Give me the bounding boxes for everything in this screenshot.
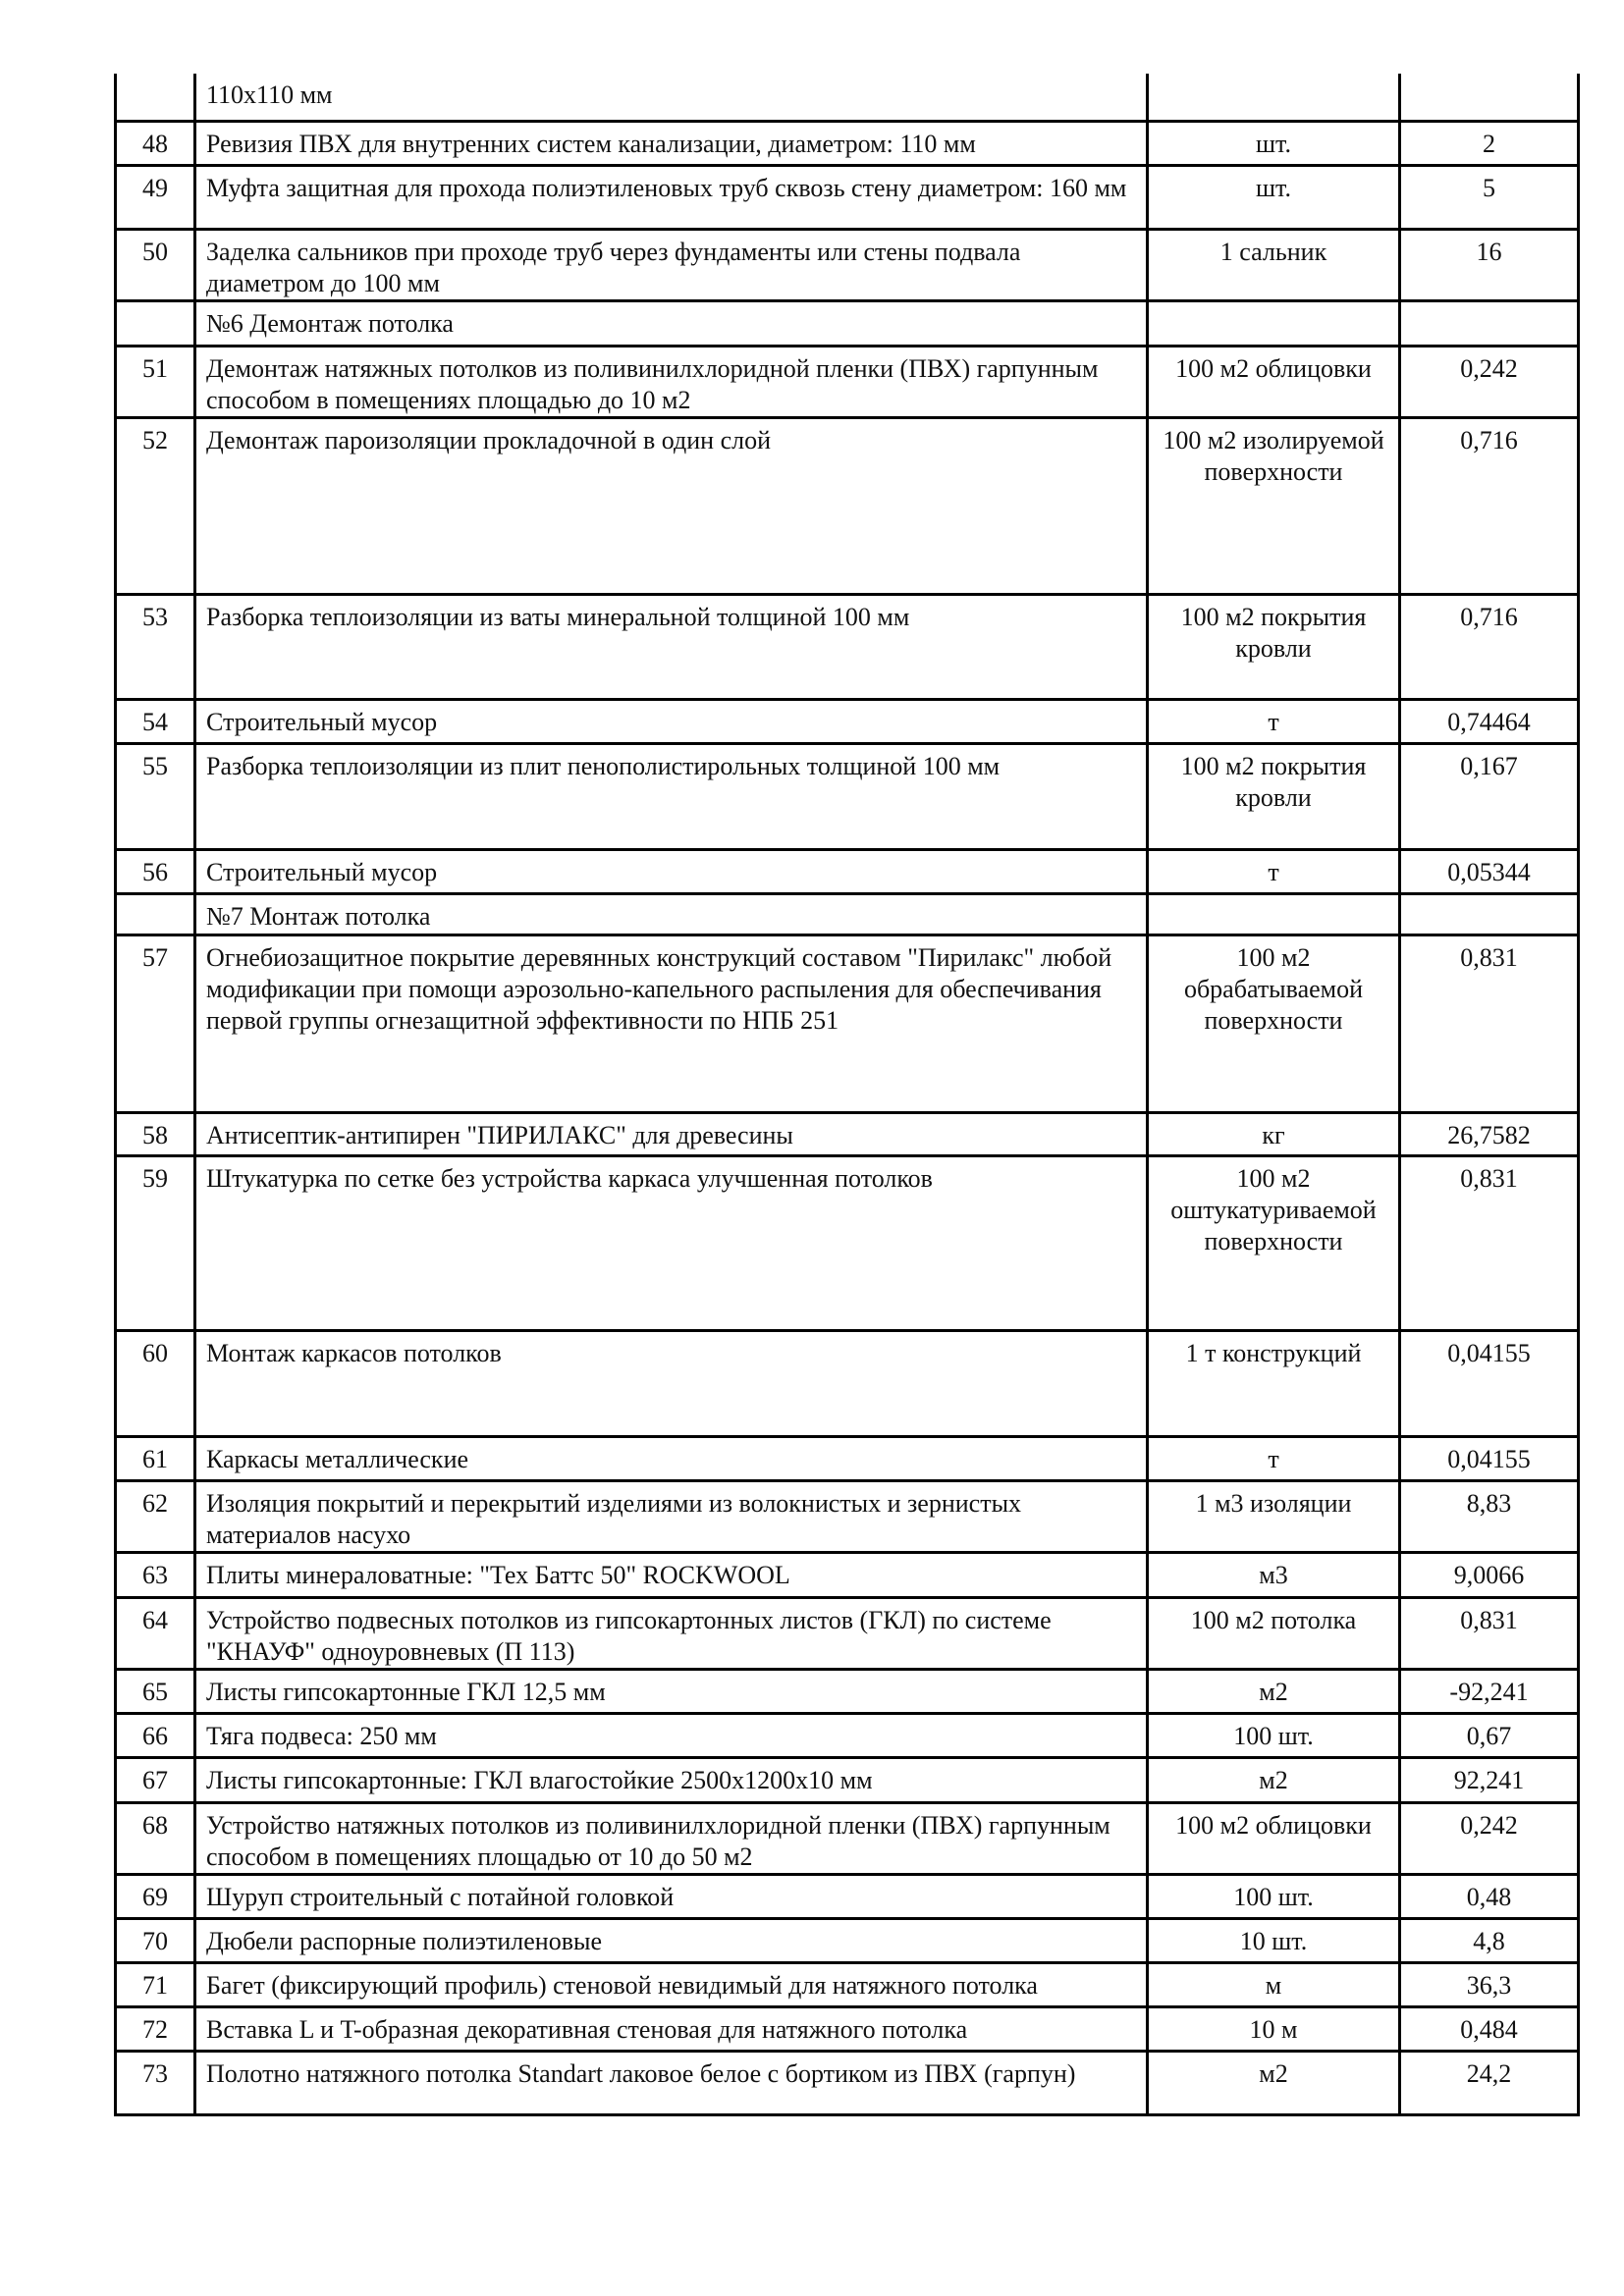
quantity-cell: [1400, 300, 1579, 346]
unit-cell: т: [1148, 849, 1400, 893]
unit-cell: 100 шт.: [1148, 1874, 1400, 1918]
row-number-cell: 64: [116, 1597, 195, 1669]
item-name-cell: Огнебиозащитное покрытие деревянных конструкций составом "Пирилакс" любой модификации при помощи аэрозольно-капельного распыления для обеспечивания первой группы огнезащитной эффективности по НПБ 251: [195, 934, 1148, 1112]
row-number-cell: 51: [116, 346, 195, 417]
unit-cell: 10 шт.: [1148, 1918, 1400, 1962]
row-number-cell: 52: [116, 417, 195, 594]
unit-cell: кг: [1148, 1112, 1400, 1155]
item-name-cell: Штукатурка по сетке без устройства каркаса улучшенная потолков: [195, 1155, 1148, 1330]
quantity-cell: -92,241: [1400, 1669, 1579, 1713]
unit-cell: 1 сальник: [1148, 229, 1400, 300]
unit-cell: т: [1148, 1436, 1400, 1480]
row-number-cell: [116, 893, 195, 934]
table-row: [116, 594, 1579, 699]
row-number-cell: 66: [116, 1713, 195, 1757]
item-name-cell: Устройство натяжных потолков из поливинилхлоридной пленки (ПВХ) гарпунным способом в помещениях площадью от 10 до 50 м2: [195, 1802, 1148, 1874]
row-number-cell: 48: [116, 121, 195, 165]
table-row: [116, 1874, 1579, 1918]
table-row: [116, 1112, 1579, 1155]
table-row: [116, 1713, 1579, 1757]
row-number-cell: 58: [116, 1112, 195, 1155]
quantity-cell: 0,831: [1400, 934, 1579, 1112]
unit-cell: м2: [1148, 1669, 1400, 1713]
row-number-cell: 59: [116, 1155, 195, 1330]
bill-of-quantities-table: [114, 74, 1580, 2116]
table-row: [116, 743, 1579, 849]
unit-cell: м: [1148, 1962, 1400, 2006]
item-name-cell: №6 Демонтаж потолка: [195, 300, 1148, 346]
item-name-cell: Заделка сальников при проходе труб через фундаменты или стены подвала диаметром до 100 мм: [195, 229, 1148, 300]
row-number-cell: 55: [116, 743, 195, 849]
unit-cell: 100 м2 покрытия кровли: [1148, 594, 1400, 699]
quantity-cell: 36,3: [1400, 1962, 1579, 2006]
row-number-cell: 50: [116, 229, 195, 300]
item-name-cell: Ревизия ПВХ для внутренних систем канализации, диаметром: 110 мм: [195, 121, 1148, 165]
item-name-cell: №7 Монтаж потолка: [195, 893, 1148, 934]
item-name-cell: Монтаж каркасов потолков: [195, 1330, 1148, 1436]
table-row: [116, 1918, 1579, 1962]
table-row: [116, 1669, 1579, 1713]
quantity-cell: [1400, 74, 1579, 121]
item-name-cell: 110х110 мм: [195, 74, 1148, 121]
table-row: [116, 1552, 1579, 1597]
quantity-cell: 92,241: [1400, 1757, 1579, 1802]
quantity-cell: 0,831: [1400, 1155, 1579, 1330]
table-body: [116, 74, 1579, 2114]
table-row: [116, 165, 1579, 229]
item-name-cell: Демонтаж пароизоляции прокладочной в один слой: [195, 417, 1148, 594]
unit-cell: 100 м2 оштукатуриваемой поверхности: [1148, 1155, 1400, 1330]
unit-cell: 100 м2 облицовки: [1148, 1802, 1400, 1874]
item-name-cell: Антисептик-антипирен "ПИРИЛАКС" для древесины: [195, 1112, 1148, 1155]
table-row: [116, 699, 1579, 743]
row-number-cell: [116, 74, 195, 121]
quantity-cell: 0,242: [1400, 1802, 1579, 1874]
quantity-cell: [1400, 893, 1579, 934]
quantity-cell: 0,48: [1400, 1874, 1579, 1918]
item-name-cell: Разборка теплоизоляции из плит пенополистирольных толщиной 100 мм: [195, 743, 1148, 849]
table-row: [116, 74, 1579, 121]
item-name-cell: Листы гипсокартонные: ГКЛ влагостойкие 2500х1200х10 мм: [195, 1757, 1148, 1802]
table-row: [116, 1480, 1579, 1552]
unit-cell: 100 м2 обрабатываемой поверхности: [1148, 934, 1400, 1112]
quantity-cell: 0,74464: [1400, 699, 1579, 743]
quantity-cell: 0,242: [1400, 346, 1579, 417]
unit-cell: м2: [1148, 1757, 1400, 1802]
row-number-cell: 69: [116, 1874, 195, 1918]
unit-cell: 100 шт.: [1148, 1713, 1400, 1757]
quantity-cell: 24,2: [1400, 2051, 1579, 2114]
row-number-cell: 65: [116, 1669, 195, 1713]
table-row: [116, 1155, 1579, 1330]
unit-cell: [1148, 300, 1400, 346]
quantity-cell: 0,05344: [1400, 849, 1579, 893]
item-name-cell: Багет (фиксирующий профиль) стеновой невидимый для натяжного потолка: [195, 1962, 1148, 2006]
unit-cell: 100 м2 потолка: [1148, 1597, 1400, 1669]
section-header-row: [116, 893, 1579, 934]
table-row: [116, 2051, 1579, 2114]
table-row: [116, 934, 1579, 1112]
unit-cell: т: [1148, 699, 1400, 743]
unit-cell: [1148, 74, 1400, 121]
row-number-cell: 63: [116, 1552, 195, 1597]
item-name-cell: Листы гипсокартонные ГКЛ 12,5 мм: [195, 1669, 1148, 1713]
row-number-cell: 49: [116, 165, 195, 229]
table-row: [116, 1802, 1579, 1874]
row-number-cell: 71: [116, 1962, 195, 2006]
quantity-cell: 0,716: [1400, 417, 1579, 594]
item-name-cell: Изоляция покрытий и перекрытий изделиями из волокнистых и зернистых материалов насухо: [195, 1480, 1148, 1552]
item-name-cell: Тяга подвеса: 250 мм: [195, 1713, 1148, 1757]
row-number-cell: [116, 300, 195, 346]
quantity-cell: 2: [1400, 121, 1579, 165]
item-name-cell: Строительный мусор: [195, 849, 1148, 893]
table-row: [116, 1436, 1579, 1480]
quantity-cell: 0,167: [1400, 743, 1579, 849]
table-row: [116, 346, 1579, 417]
row-number-cell: 60: [116, 1330, 195, 1436]
unit-cell: шт.: [1148, 121, 1400, 165]
quantity-cell: 8,83: [1400, 1480, 1579, 1552]
quantity-cell: 9,0066: [1400, 1552, 1579, 1597]
quantity-cell: 0,04155: [1400, 1330, 1579, 1436]
row-number-cell: 61: [116, 1436, 195, 1480]
section-header-row: [116, 300, 1579, 346]
table-row: [116, 849, 1579, 893]
unit-cell: м3: [1148, 1552, 1400, 1597]
table-row: [116, 417, 1579, 594]
unit-cell: шт.: [1148, 165, 1400, 229]
quantity-cell: 26,7582: [1400, 1112, 1579, 1155]
unit-cell: 100 м2 изолируемой поверхности: [1148, 417, 1400, 594]
row-number-cell: 70: [116, 1918, 195, 1962]
item-name-cell: Разборка теплоизоляции из ваты минеральной толщиной 100 мм: [195, 594, 1148, 699]
quantity-cell: 5: [1400, 165, 1579, 229]
row-number-cell: 72: [116, 2006, 195, 2051]
unit-cell: 1 т конструкций: [1148, 1330, 1400, 1436]
item-name-cell: Муфта защитная для прохода полиэтиленовых труб сквозь стену диаметром: 160 мм: [195, 165, 1148, 229]
table-row: [116, 1330, 1579, 1436]
quantity-cell: 0,484: [1400, 2006, 1579, 2051]
row-number-cell: 53: [116, 594, 195, 699]
quantity-cell: 0,831: [1400, 1597, 1579, 1669]
unit-cell: 1 м3 изоляции: [1148, 1480, 1400, 1552]
item-name-cell: Дюбели распорные полиэтиленовые: [195, 1918, 1148, 1962]
row-number-cell: 68: [116, 1802, 195, 1874]
unit-cell: [1148, 893, 1400, 934]
item-name-cell: Шуруп строительный с потайной головкой: [195, 1874, 1148, 1918]
unit-cell: 10 м: [1148, 2006, 1400, 2051]
quantity-cell: 16: [1400, 229, 1579, 300]
row-number-cell: 56: [116, 849, 195, 893]
row-number-cell: 57: [116, 934, 195, 1112]
item-name-cell: Строительный мусор: [195, 699, 1148, 743]
table-row: [116, 2006, 1579, 2051]
row-number-cell: 62: [116, 1480, 195, 1552]
table-row: [116, 1757, 1579, 1802]
item-name-cell: Устройство подвесных потолков из гипсокартонных листов (ГКЛ) по системе "КНАУФ" одноуровневых (П 113): [195, 1597, 1148, 1669]
table-row: [116, 1962, 1579, 2006]
item-name-cell: Каркасы металлические: [195, 1436, 1148, 1480]
unit-cell: 100 м2 облицовки: [1148, 346, 1400, 417]
table-row: [116, 121, 1579, 165]
quantity-cell: 0,716: [1400, 594, 1579, 699]
table-row: [116, 1597, 1579, 1669]
unit-cell: м2: [1148, 2051, 1400, 2114]
quantity-cell: 0,04155: [1400, 1436, 1579, 1480]
row-number-cell: 54: [116, 699, 195, 743]
quantity-cell: 0,67: [1400, 1713, 1579, 1757]
row-number-cell: 73: [116, 2051, 195, 2114]
item-name-cell: Плиты минераловатные: "Тех Баттс 50" ROCKWOOL: [195, 1552, 1148, 1597]
item-name-cell: Демонтаж натяжных потолков из поливинилхлоридной пленки (ПВХ) гарпунным способом в помещениях площадью до 10 м2: [195, 346, 1148, 417]
unit-cell: 100 м2 покрытия кровли: [1148, 743, 1400, 849]
table-row: [116, 229, 1579, 300]
item-name-cell: Вставка L и T-образная декоративная стеновая для натяжного потолка: [195, 2006, 1148, 2051]
row-number-cell: 67: [116, 1757, 195, 1802]
quantity-cell: 4,8: [1400, 1918, 1579, 1962]
item-name-cell: Полотно натяжного потолка Standart лаковое белое с бортиком из ПВХ (гарпун): [195, 2051, 1148, 2114]
